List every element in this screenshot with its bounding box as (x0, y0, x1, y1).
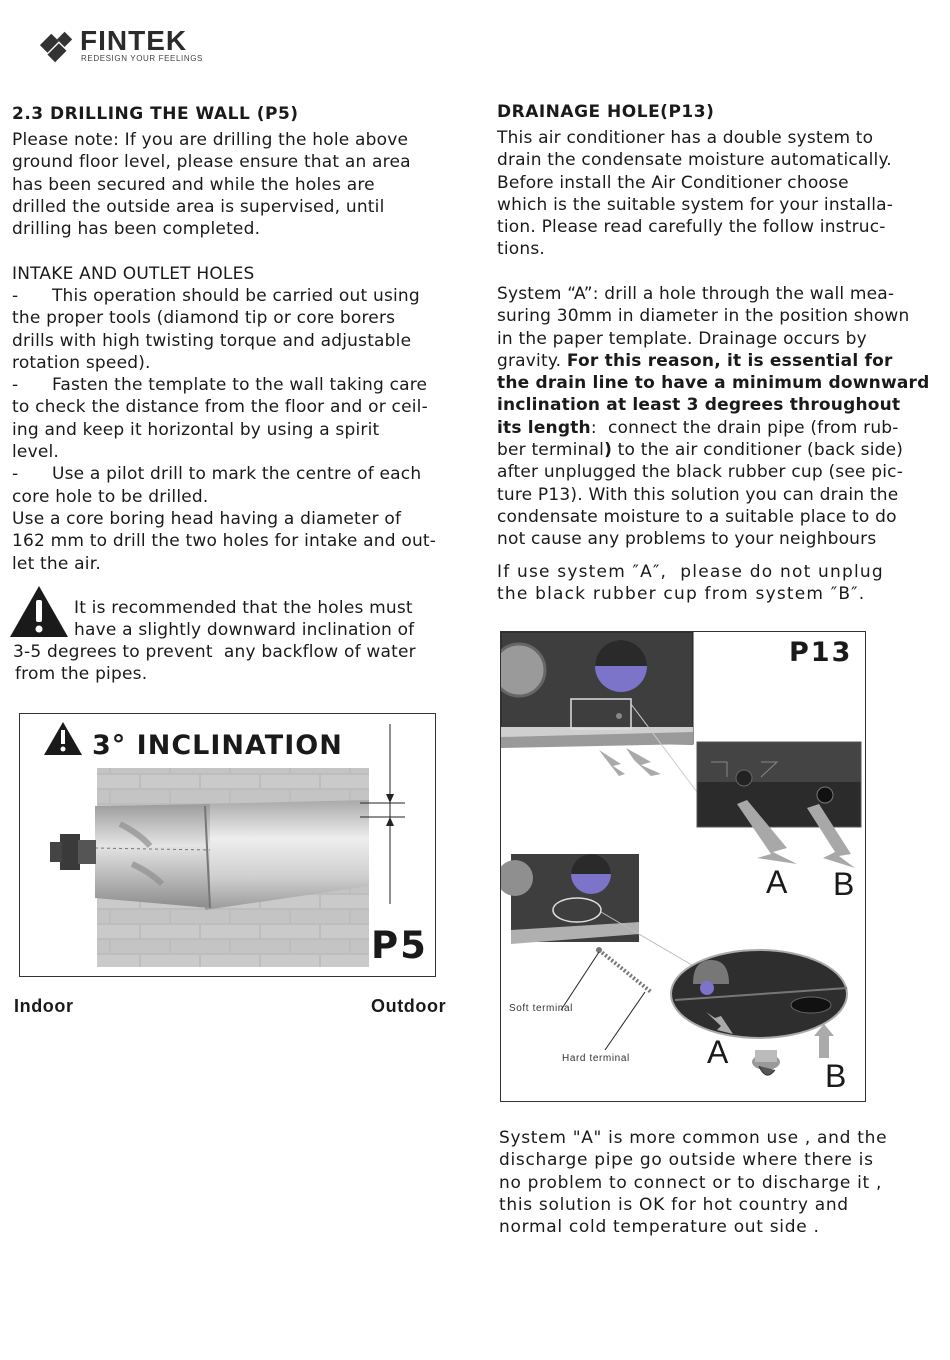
text-line: in the paper template. Drainage occurs by (497, 328, 867, 349)
text-line: after unplugged the black rubber cup (see pic- (497, 462, 904, 483)
text-line (497, 350, 945, 372)
text-line (497, 439, 945, 461)
text-line: condensate moisture to a suitable place to do (497, 506, 897, 527)
text-line: System “A”: drill a hole through the wall mea- (497, 284, 895, 304)
text-line: ing and keep it horizontal by using a spirit (12, 419, 380, 440)
text-line: - This operation should be carried out using (12, 286, 420, 306)
bullet-tools (12, 285, 467, 575)
bottom-paragraph (499, 1127, 939, 1238)
text-line: let the air. (12, 553, 101, 574)
brand-logo-icon (38, 28, 76, 66)
section-heading-drilling: 2.3 DRILLING THE WALL (P5) (12, 104, 299, 124)
text-line: this solution is OK for hot country and (499, 1194, 849, 1215)
note-paragraph (12, 129, 467, 240)
warning-icon (8, 584, 70, 639)
text-line: not cause any problems to your neighbours (497, 529, 877, 550)
label-indoor: Indoor (14, 996, 74, 1016)
label-system-b: B (833, 866, 855, 902)
text-line: tion. Please read carefully the follow instruc- (497, 217, 886, 238)
brand-tagline: REDESIGN YOUR FEELINGS (81, 54, 203, 63)
text-line: level. (12, 442, 60, 463)
text-span: : connect the drain pipe (from rub- (590, 417, 899, 438)
drainage-illustration (501, 632, 865, 1101)
text-line: no problem to connect or to discharge it , (499, 1172, 883, 1193)
text-line (497, 394, 945, 416)
text-line: - Fasten the template to the wall taking care (12, 375, 428, 396)
text-line: This air conditioner has a double system to (497, 128, 874, 148)
text-bold: its length (497, 417, 591, 438)
text-line: System "A" is more common use , and the (499, 1128, 888, 1148)
label-outdoor: Outdoor (371, 996, 447, 1016)
text-line: normal cold temperature out side . (499, 1217, 820, 1238)
text-bold: the drain line to have a minimum downward (497, 373, 930, 394)
text-line: - Use a pilot drill to mark the centre of each (12, 464, 422, 485)
text-line: Before install the Air Conditioner choose (497, 172, 849, 193)
label-soft-terminal: Soft terminal (509, 1003, 573, 1014)
text-span: gravity. (497, 350, 567, 371)
system-a-paragraph (497, 283, 945, 551)
label-hard-terminal: Hard terminal (562, 1053, 630, 1064)
ifuse-paragraph (497, 561, 945, 606)
text-line: drilled the outside area is supervised, until (12, 196, 385, 217)
intro-paragraph (497, 127, 945, 261)
warning-line: 3-5 degrees to prevent any backflow of water (13, 642, 416, 662)
warning-line: from the pipes. (15, 664, 148, 684)
text-line: 162 mm to drill the two holes for intake and out- (12, 531, 437, 552)
label-system-a: A (766, 864, 788, 900)
text-line: core hole to be drilled. (12, 486, 209, 507)
text-line: Please note: If you are drilling the hole above (12, 130, 409, 150)
text-line: ground floor level, please ensure that an area (12, 152, 411, 173)
text-bold: For this reason, it is essential for (566, 350, 893, 371)
text-bold: ) (604, 440, 613, 461)
text-line: to check the distance from the floor and or ceil- (12, 397, 428, 418)
brand-name: FINTEK (80, 25, 188, 56)
text-line: tions. (497, 239, 546, 260)
text-span: ber terminal (497, 440, 605, 461)
text-line: has been secured and while the holes are (12, 174, 375, 195)
text-line (497, 417, 945, 439)
text-line: drills with high twisting torque and adjustable (12, 330, 412, 351)
label-system-a-detail: A (707, 1034, 729, 1070)
text-bold: inclination at least 3 degrees throughout (497, 395, 901, 416)
text-line: rotation speed). (12, 352, 151, 373)
warning-line: It is recommended that the holes must (74, 598, 413, 618)
subheading-holes: INTAKE AND OUTLET HOLES (12, 264, 255, 284)
text-span: to the air conditioner (back side) (612, 440, 904, 461)
text-line: discharge pipe go outside where there is (499, 1150, 874, 1171)
text-line (497, 372, 945, 394)
text-line: drain the condensate moisture automatically. (497, 150, 892, 171)
figure-label-p13: P13 (789, 637, 853, 668)
warning-line: have a slightly downward inclination of (74, 620, 415, 640)
text-line: Use a core boring head having a diameter of (12, 508, 402, 529)
text-line: the proper tools (diamond tip or core borers (12, 308, 396, 329)
figure-label-p5: P5 (371, 924, 428, 967)
text-line: suring 30mm in diameter in the position shown (497, 306, 910, 327)
text-line: If use system ″A″, please do not unplug (497, 562, 884, 582)
label-system-b-detail: B (825, 1058, 847, 1094)
section-heading-drainage: DRAINAGE HOLE(P13) (497, 102, 715, 122)
text-line: ture P13). With this solution you can drain the (497, 484, 899, 505)
inclination-title: 3° INCLINATION (92, 730, 343, 761)
text-line: the black rubber cup from system ″B″. (497, 584, 866, 605)
text-line: drilling has been completed. (12, 219, 261, 240)
text-line: which is the suitable system for your installa- (497, 194, 894, 215)
